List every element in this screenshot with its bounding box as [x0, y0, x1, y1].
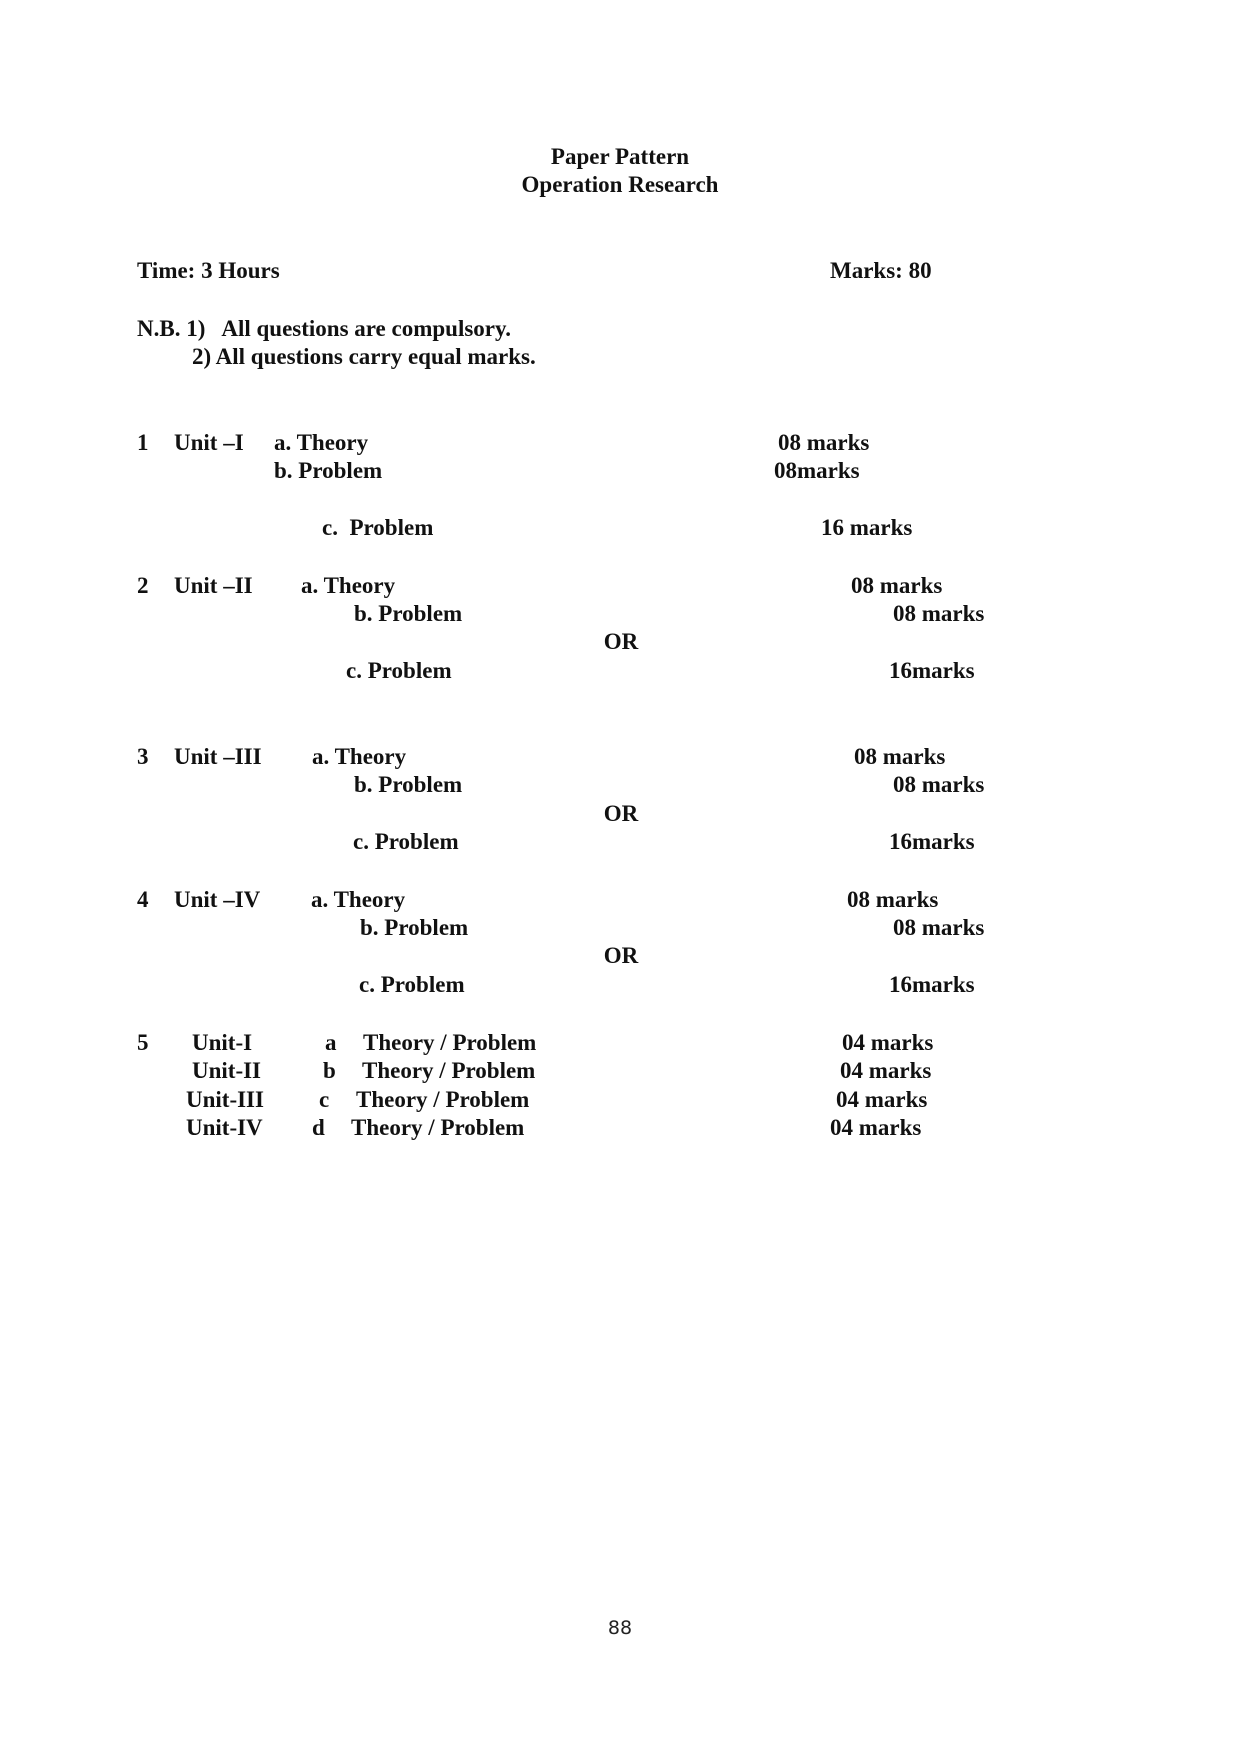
- question-number: 1: [137, 430, 149, 455]
- note-1: N.B. 1) All questions are compulsory.: [137, 316, 511, 341]
- unit-label: Unit –I: [174, 430, 244, 455]
- sub-part-marks: 04 marks: [836, 1087, 928, 1112]
- or-separator: OR: [603, 801, 639, 826]
- part-a-marks: 08 marks: [847, 887, 939, 912]
- part-b-label: b. Problem: [360, 915, 469, 940]
- or-separator: OR: [603, 629, 639, 654]
- sub-part-type: Theory / Problem: [363, 1030, 537, 1055]
- part-c-marks: 16marks: [889, 658, 975, 683]
- question-number: 5: [137, 1030, 149, 1055]
- question-number: 3: [137, 744, 149, 769]
- sub-part-letter: c: [319, 1087, 330, 1112]
- part-a-label: a. Theory: [312, 744, 407, 769]
- sub-unit-label: Unit-I: [192, 1030, 253, 1055]
- sub-part-letter: d: [312, 1115, 325, 1140]
- marks-label: Marks: 80: [830, 258, 932, 283]
- page-title: Paper Pattern: [550, 144, 690, 169]
- unit-label: Unit –III: [174, 744, 262, 769]
- sub-part-marks: 04 marks: [842, 1030, 934, 1055]
- part-a-marks: 08 marks: [851, 573, 943, 598]
- sub-part-letter: a: [325, 1030, 337, 1055]
- sub-unit-label: Unit-III: [186, 1087, 264, 1112]
- page-subtitle: Operation Research: [521, 172, 719, 197]
- part-c-label: c. Problem: [322, 515, 434, 540]
- page-number: 88: [607, 1617, 633, 1639]
- part-b-label: b. Problem: [354, 601, 463, 626]
- question-number: 4: [137, 887, 149, 912]
- part-c-marks: 16marks: [889, 972, 975, 997]
- part-a-label: a. Theory: [311, 887, 406, 912]
- unit-label: Unit –II: [174, 573, 253, 598]
- time-label: Time: 3 Hours: [137, 258, 280, 283]
- part-c-label: c. Problem: [346, 658, 452, 683]
- part-b-marks: 08 marks: [893, 915, 985, 940]
- sub-part-type: Theory / Problem: [351, 1115, 525, 1140]
- part-b-marks: 08 marks: [893, 772, 985, 797]
- part-b-marks: 08 marks: [893, 601, 985, 626]
- or-separator: OR: [603, 943, 639, 968]
- question-number: 2: [137, 573, 149, 598]
- part-b-label: b. Problem: [354, 772, 463, 797]
- part-c-marks: 16marks: [889, 829, 975, 854]
- part-a-marks: 08 marks: [778, 430, 870, 455]
- sub-part-type: Theory / Problem: [362, 1058, 536, 1083]
- note-2: 2) All questions carry equal marks.: [192, 344, 536, 369]
- part-a-marks: 08 marks: [854, 744, 946, 769]
- sub-unit-label: Unit-II: [192, 1058, 262, 1083]
- unit-label: Unit –IV: [174, 887, 261, 912]
- part-c-label: c. Problem: [353, 829, 459, 854]
- sub-part-letter: b: [323, 1058, 336, 1083]
- sub-part-marks: 04 marks: [830, 1115, 922, 1140]
- part-b-marks: 08marks: [774, 458, 860, 483]
- part-c-label: c. Problem: [359, 972, 465, 997]
- part-a-label: a. Theory: [274, 430, 369, 455]
- part-c-marks: 16 marks: [821, 515, 913, 540]
- sub-unit-label: Unit-IV: [186, 1115, 263, 1140]
- sub-part-marks: 04 marks: [840, 1058, 932, 1083]
- part-b-label: b. Problem: [274, 458, 383, 483]
- sub-part-type: Theory / Problem: [356, 1087, 530, 1112]
- part-a-label: a. Theory: [301, 573, 396, 598]
